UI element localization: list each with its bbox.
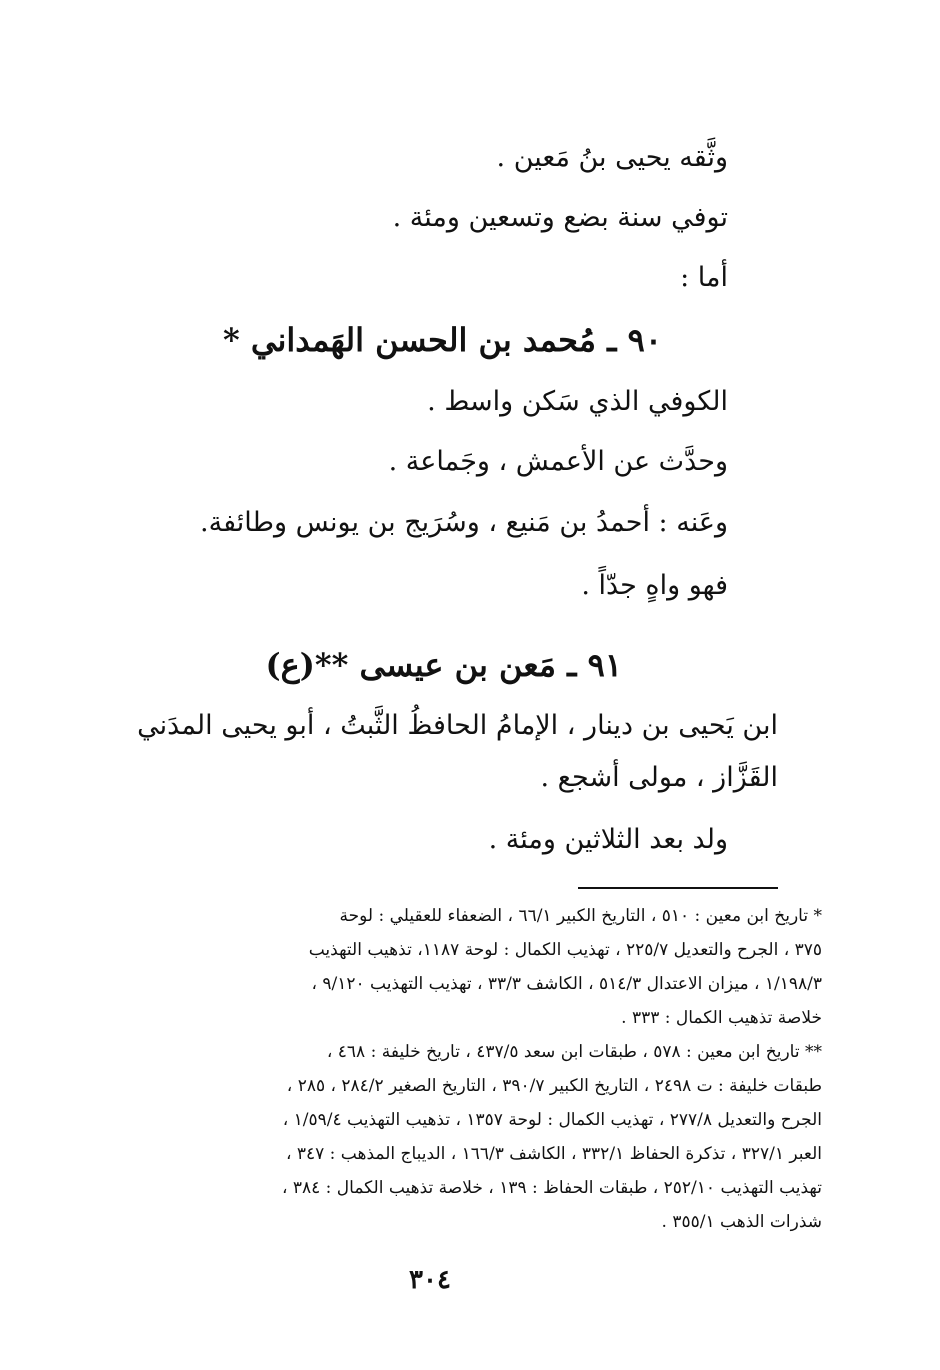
entry-90-line-1: الكوفي الذي سَكن واسط . [427, 386, 728, 417]
page-number: ٣٠٤ [409, 1265, 451, 1295]
entry-90-line-4: فهو واهٍ جدّاً . [581, 570, 728, 601]
footnote-1-line-2: ٣٧٥ ، الجرح والتعديل ٢٢٥/٧ ، تهذيب الكمال : لوحة ١١٨٧، تذهيب التهذيب [308, 940, 822, 960]
body-line-thiqa: وثَّقه يحيى بنُ مَعين . [496, 142, 728, 173]
footnote-1-line-4: خلاصة تذهيب الكمال : ٣٣٣ . [621, 1008, 822, 1028]
body-line-amma: أما : [680, 262, 728, 293]
footnote-2-line-1: ** تاريخ ابن معين : ٥٧٨ ، طبقات ابن سعد ٤٣٧/٥ ، تاريخ خليفة : ٤٦٨ ، [326, 1042, 822, 1062]
footnote-2-line-3: الجرح والتعديل ٢٧٧/٨ ، تهذيب الكمال : لوحة ١٣٥٧ ، تذهيب التهذيب ١/٥٩/٤ ، [282, 1110, 822, 1130]
entry-90-line-2: وحدَّث عن الأعمش ، وجَماعة . [388, 446, 728, 477]
footnote-1-line-1: * تاريخ ابن معين : ٥١٠ ، التاريخ الكبير ٦٦/١ ، الضعفاء للعقيلي : لوحة [339, 906, 822, 926]
entry-90-line-3: وعَنه : أحمدُ بن مَنيع ، وسُرَيج بن يونس وطائفة. [200, 507, 728, 538]
footnote-1-line-3: ١/١٩٨/٣ ، ميزان الاعتدال ٥١٤/٣ ، الكاشف ٣٣/٣ ، تهذيب التهذيب ٩/١٢٠ ، [311, 974, 822, 994]
footnote-2-line-4: العبر ٣٢٧/١ ، تذكرة الحفاظ ٣٣٢/١ ، الكاشف ١٦٦/٣ ، الديباج المذهب : ٣٤٧ ، [285, 1144, 822, 1164]
entry-91-line-3: ولد بعد الثلاثين ومئة . [488, 824, 728, 855]
footnote-2-line-2: طبقات خليفة : ت ٢٤٩٨ ، التاريخ الكبير ٣٩٠/٧ ، التاريخ الصغير ٢٨٤/٢ ، ٢٨٥ ، [286, 1076, 822, 1096]
footnote-separator [578, 887, 778, 889]
footnote-2-line-6: شذرات الذهب ٣٥٥/١ . [661, 1212, 822, 1232]
entry-90-heading: ٩٠ ـ مُحمد بن الحسن الهَمداني * [222, 321, 662, 359]
body-line-death: توفي سنة بضع وتسعين ومئة . [392, 202, 728, 233]
entry-91-line-1: ابن يَحيى بن دينار ، الإمامُ الحافظُ الثَّبتُ ، أبو يحيى المدَني [137, 710, 778, 741]
footnote-2-line-5: تهذيب التهذيب ٢٥٢/١٠ ، طبقات الحفاظ : ١٣٩ ، خلاصة تذهيب الكمال : ٣٨٤ ، [281, 1178, 822, 1198]
entry-91-heading: ٩١ ـ مَعن بن عيسى **(ع) [265, 646, 622, 684]
entry-91-line-2: القَزَّاز ، مولى أشجع . [540, 762, 778, 793]
